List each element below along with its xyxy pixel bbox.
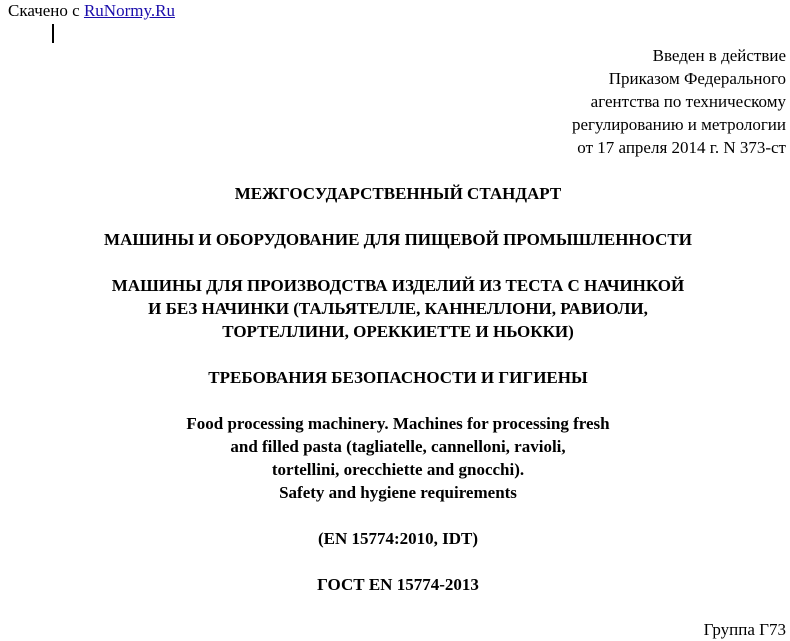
source-prefix: Скачено с [8, 1, 84, 20]
subtitle-heading [0, 274, 790, 343]
decree-line: регулированию и метрологии [571, 115, 786, 134]
english-title-line: tortellini, orecchiette and gnocchi). [271, 460, 525, 479]
decree-line: агентства по техническому [590, 92, 786, 111]
source-line [8, 1, 175, 21]
en-reference: (EN 15774:2010, IDT) [317, 529, 479, 548]
english-title-line: and filled pasta (tagliatelle, cannelloni, ravioli, [230, 437, 566, 456]
category-heading: МАШИНЫ И ОБОРУДОВАНИЕ ДЛЯ ПИЩЕВОЙ ПРОМЫШЛЕННОСТИ [104, 230, 692, 249]
gost-number: ГОСТ EN 15774-2013 [317, 575, 479, 594]
english-title-line: Safety and hygiene requirements [279, 483, 517, 502]
subtitle-line: МАШИНЫ ДЛЯ ПРОИЗВОДСТВА ИЗДЕЛИЙ ИЗ ТЕСТА С НАЧИНКОЙ [111, 276, 685, 295]
english-title-line: Food processing machinery. Machines for processing fresh [186, 414, 610, 433]
subtitle-line: И БЕЗ НАЧИНКИ (ТАЛЬЯТЕЛЛЕ, КАННЕЛЛОНИ, РАВИОЛИ, [148, 299, 648, 318]
decree-line: Приказом Федерального [608, 69, 786, 88]
decree-line: от 17 апреля 2014 г. N 373-ст [577, 138, 786, 157]
runormy-link[interactable]: RuNormy.Ru [83, 1, 175, 20]
decree-block [366, 44, 786, 159]
group-label: Группа Г73 [703, 620, 786, 639]
english-title [0, 412, 790, 504]
standard-type-heading: МЕЖГОСУДАРСТВЕННЫЙ СТАНДАРТ [234, 184, 562, 203]
requirements-heading: ТРЕБОВАНИЯ БЕЗОПАСНОСТИ И ГИГИЕНЫ [208, 368, 588, 387]
subtitle-line: ТОРТЕЛЛИНИ, ОРЕККИЕТТЕ И НЬОККИ) [222, 322, 574, 341]
text-cursor [52, 24, 54, 43]
decree-line: Введен в действие [652, 46, 786, 65]
